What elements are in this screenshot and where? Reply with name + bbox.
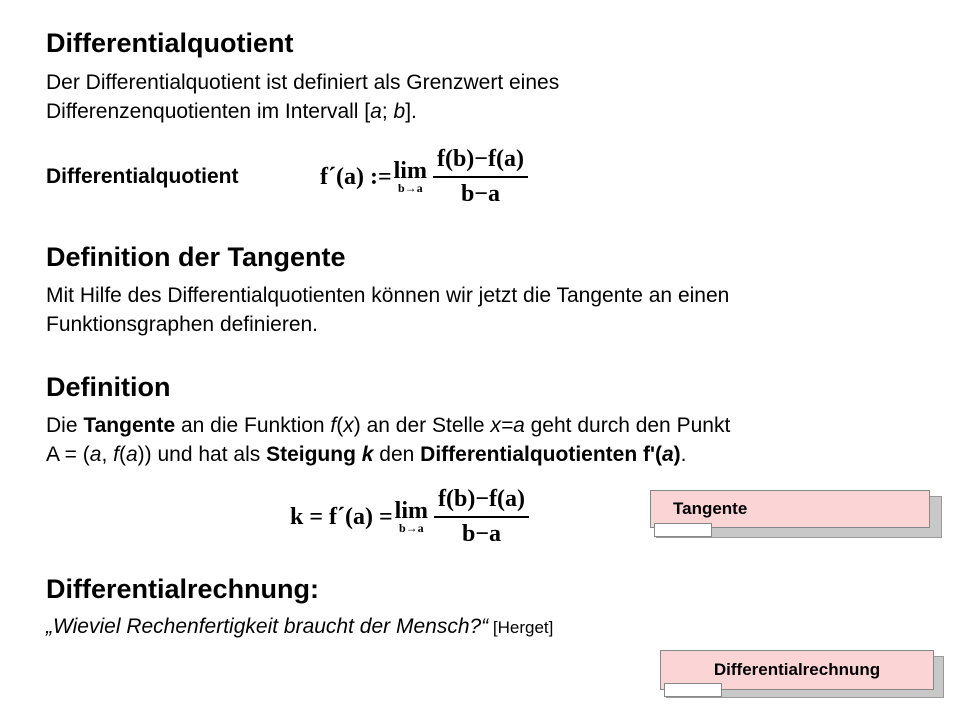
- section-title-differentialrechnung: Differentialrechnung:: [46, 574, 320, 604]
- term-steigung: Steigung: [266, 443, 362, 466]
- differentialrechnung-link-button[interactable]: [660, 650, 946, 700]
- formula-fraction: [434, 486, 529, 548]
- variable-k: k: [361, 443, 374, 466]
- text-segment: ].: [405, 100, 417, 123]
- differentialrechnung-link-label[interactable]: Differentialrechnung: [660, 650, 934, 690]
- tangente-link-button[interactable]: [650, 490, 944, 540]
- limit-subscript: b→a: [397, 181, 423, 195]
- variable-b: b: [393, 100, 406, 123]
- variable-f: f: [330, 414, 337, 437]
- definition-text: [46, 411, 730, 469]
- variable-f: f: [113, 443, 119, 466]
- section2-line1: Mit Hilfe des Differentialquotienten können wir jetzt die Tangente an einen: [46, 284, 730, 307]
- text-segment: ) an der Stelle: [353, 414, 491, 437]
- text-segment: ): [673, 443, 681, 466]
- limit-subscript: b→a: [398, 521, 424, 535]
- definition-line1: [46, 411, 730, 440]
- quote-source: [Herget]: [488, 618, 554, 637]
- formula-limit: [395, 498, 428, 536]
- text-segment: an die Funktion: [175, 414, 331, 437]
- section-title-definition: Definition: [46, 372, 171, 402]
- variable-x: x: [343, 414, 354, 437]
- tangente-link-label[interactable]: Tangente: [650, 490, 930, 528]
- variable-a: a: [125, 443, 138, 466]
- link-fold: [654, 523, 712, 537]
- definition-line2: [46, 440, 730, 469]
- variable-a: a: [661, 443, 674, 466]
- text-segment: .: [680, 443, 687, 466]
- section1-line2: [46, 97, 559, 126]
- section-title-tangente: Definition der Tangente: [46, 242, 346, 272]
- quote-line: [46, 612, 553, 642]
- formula-label: Differentialquotient: [46, 165, 239, 188]
- text-segment: (: [336, 414, 344, 437]
- formula-lhs: f´(a) :=: [320, 163, 392, 190]
- fraction-denominator: b−a: [461, 521, 501, 547]
- limit-word: lim: [394, 498, 428, 524]
- term-tangente: Tangente: [83, 414, 176, 437]
- formula-tangent-slope: [290, 486, 529, 548]
- text-segment: geht durch den Punkt: [524, 414, 731, 437]
- term-differentialquotienten: Differentialquotienten f'(: [420, 443, 662, 466]
- variable-a: a: [370, 100, 382, 123]
- formula-fraction: [433, 146, 528, 208]
- formula-limit: [394, 158, 427, 196]
- expression-x-equals-a: x=a: [490, 414, 525, 437]
- text-segment: den: [373, 443, 421, 466]
- section1-text: [46, 68, 559, 126]
- section2-text: [46, 281, 729, 339]
- fraction-numerator: f(b)−f(a): [433, 146, 528, 178]
- quote-text: „Wieviel Rechenfertigkeit braucht der Mensch?“: [46, 615, 489, 638]
- section1-line1: Der Differentialquotient ist definiert als Grenzwert eines: [46, 71, 560, 94]
- text-segment: A = (: [46, 443, 90, 466]
- text-segment: )) und hat als: [137, 443, 267, 466]
- variable-a: a: [89, 443, 102, 466]
- text-segment: ;: [381, 100, 394, 123]
- formula-differentialquotient: [320, 146, 528, 208]
- text-segment: Differenzenquotienten im Intervall [: [46, 100, 371, 123]
- fraction-numerator: f(b)−f(a): [434, 486, 529, 518]
- fraction-denominator: b−a: [460, 181, 500, 207]
- text-segment: ,: [101, 443, 114, 466]
- link-fold: [664, 683, 722, 697]
- text-segment: (: [118, 443, 126, 466]
- limit-word: lim: [393, 158, 427, 184]
- section2-line2: Funktionsgraphen definieren.: [46, 313, 319, 336]
- section-title-differentialquotient: Differentialquotient: [46, 28, 294, 58]
- formula-lhs: k = f´(a) =: [290, 503, 393, 530]
- text-segment: Die: [46, 414, 84, 437]
